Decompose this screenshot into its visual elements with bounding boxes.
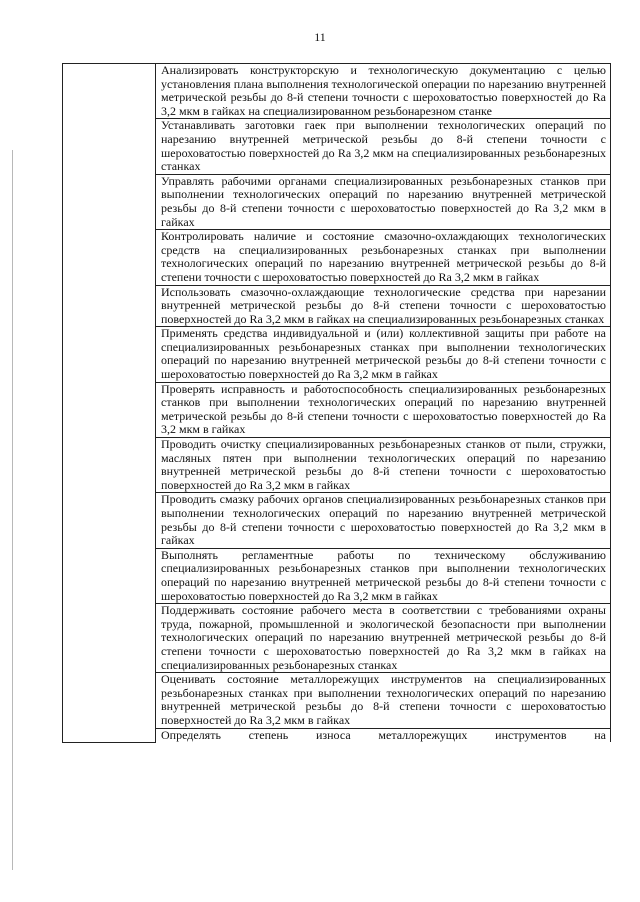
table-row bbox=[63, 64, 611, 119]
table-cell: Управлять рабочими органами специализированных резьбонарезных станков при выполнении технологических операций по нарезанию внутренней метрической резьбы до 8-й степени точности с шероховатостью поверхностей до Ra 3,2 мкм в гайках bbox=[156, 174, 611, 229]
table-cell: Оценивать состояние металлорежущих инструментов на специализированных резьбонарезных станках при выполнении технологических операций по нарезанию внутренней метрической резьбы до 8-й степени точности с шероховатостью поверхностей до Ra 3,2 мкм в гайках bbox=[156, 673, 611, 728]
table-cell: Контролировать наличие и состояние смазочно-охлаждающих технологических средств на специализированных резьбонарезных станках при выполнении технологических операций по нарезанию внутренней метрической резьбы до 8-й степени точности с шероховатостью поверхностей до Ra 3,2 мкм в гайках bbox=[156, 230, 611, 285]
table-cell: Проводить очистку специализированных резьбонарезных станков от пыли, стружки, масляных пятен при выполнении технологических операций по нарезанию внутренней метрической резьбы до 8-й степени точности с шероховатостью поверхностей до Ra 3,2 мкм в гайках bbox=[156, 438, 611, 493]
table-cell: Устанавливать заготовки гаек при выполнении технологических операций по нарезанию внутренней метрической резьбы до 8-й степени точности с шероховатостью поверхностей до Ra 3,2 мкм на специализированных резьбонарезных станках bbox=[156, 119, 611, 174]
page-number: 11 bbox=[314, 30, 326, 44]
table-cell: Анализировать конструкторскую и технологическую документацию с целью установления плана выполнения технологической операции по нарезанию внутренней метрической резьбы до 8-й степени точности с шероховатостью поверхностей до Ra 3,2 мкм в гайках на специализированном резьбонарезном станке bbox=[156, 64, 611, 119]
table-cell: Проверять исправность и работоспособность специализированных резьбонарезных станков при выполнении технологических операций по нарезанию внутренней метрической резьбы до 8-й степени точности с шероховатостью поверхностей до Ra 3,2 мкм в гайках bbox=[156, 382, 611, 437]
table-cell: Проводить смазку рабочих органов специализированных резьбонарезных станков при выполнении технологических операций по нарезанию внутренней метрической резьбы до 8-й степени точности с шероховатостью поверхностей до Ra 3,2 мкм в гайках bbox=[156, 493, 611, 548]
scan-margin-line bbox=[12, 150, 13, 870]
labor-actions-table bbox=[62, 63, 611, 743]
table-cell: Выполнять регламентные работы по техническому обслуживанию специализированных резьбонарезных станков при выполнении технологических операций по нарезанию внутренней метрической резьбы до 8-й степени точности с шероховатостью поверхностей до Ra 3,2 мкм в гайках bbox=[156, 548, 611, 603]
table-cell: Поддерживать состояние рабочего места в соответствии с требованиями охраны труда, пожарной, промышленной и экологической безопасности при выполнении технологических операций по нарезанию внутренней метрической резьбы до 8-й степени точности с шероховатостью поверхностей до Ra 3,2 мкм в гайках на специализированных резьбонарезных станках bbox=[156, 604, 611, 673]
empty-label-cell bbox=[63, 64, 156, 743]
table-cell: Использовать смазочно-охлаждающие технологические средства при нарезании внутренней метрической резьбы до 8-й степени точности с шероховатостью поверхностей до Ra 3,2 мкм в гайках на специализированных резьбонарезных станках bbox=[156, 285, 611, 327]
table-cell: Применять средства индивидуальной и (или) коллективной защиты при работе на специализированных резьбонарезных станках при выполнении технологических операций по нарезанию внутренней метрической резьбы до 8-й степени точности с шероховатостью поверхностей до Ra 3,2 мкм в гайках bbox=[156, 327, 611, 382]
table-cell: Определять степень износа металлорежущих инструментов на bbox=[156, 728, 611, 742]
